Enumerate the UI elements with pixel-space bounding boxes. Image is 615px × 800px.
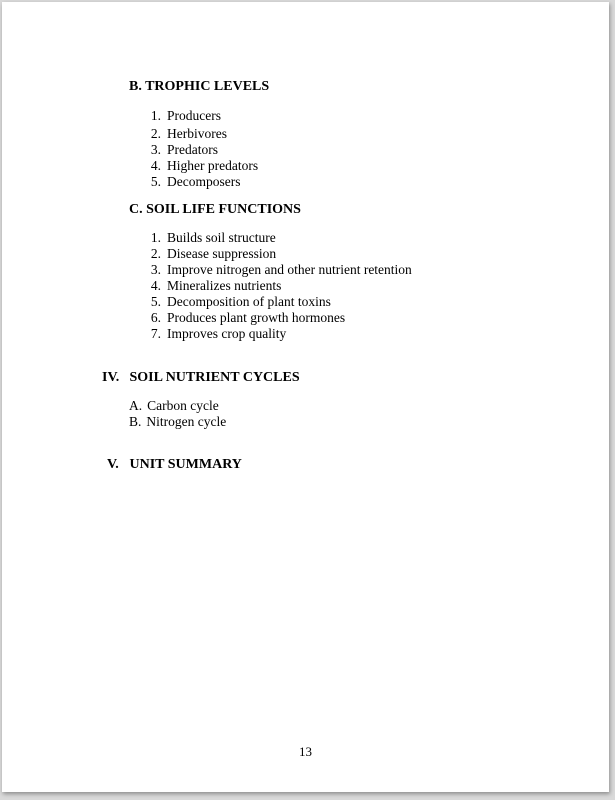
list-item: 5. Decomposers	[150, 174, 241, 189]
list-item: 5. Decomposition of plant toxins	[150, 294, 331, 309]
list-item: 4. Higher predators	[150, 158, 259, 173]
list-item: 3. Improve nitrogen and other nutrient retention	[150, 262, 412, 277]
section-heading-unit-summary	[107, 457, 242, 473]
document-page	[2, 2, 609, 792]
list-item: 4. Mineralizes nutrients	[150, 278, 282, 293]
section-marker: V.	[107, 457, 119, 472]
list-item: B. Nitrogen cycle	[129, 414, 227, 429]
list-item: 3. Predators	[150, 142, 218, 157]
section-title: SOIL NUTRIENT CYCLES	[129, 370, 300, 385]
list-item: 1. Producers	[150, 108, 221, 123]
list-item: 2. Herbivores	[150, 126, 227, 141]
section-marker: IV.	[102, 370, 120, 385]
section-marker: C.	[129, 202, 143, 217]
list-item: A. Carbon cycle	[129, 398, 219, 413]
list-item: 6. Produces plant growth hormones	[150, 310, 346, 325]
list-item: 1. Builds soil structure	[150, 230, 276, 245]
section-heading-soil-life-functions	[129, 202, 301, 218]
section-heading-trophic-levels	[129, 79, 269, 95]
list-item: 7. Improves crop quality	[150, 326, 287, 341]
section-heading-soil-nutrient-cycles	[102, 370, 300, 386]
section-title: SOIL LIFE FUNCTIONS	[146, 202, 301, 217]
page-number: 13	[299, 744, 312, 759]
section-marker: B.	[129, 79, 142, 94]
section-title: UNIT SUMMARY	[129, 457, 242, 472]
section-title: TROPHIC LEVELS	[145, 79, 270, 94]
list-item: 2. Disease suppression	[150, 246, 277, 261]
